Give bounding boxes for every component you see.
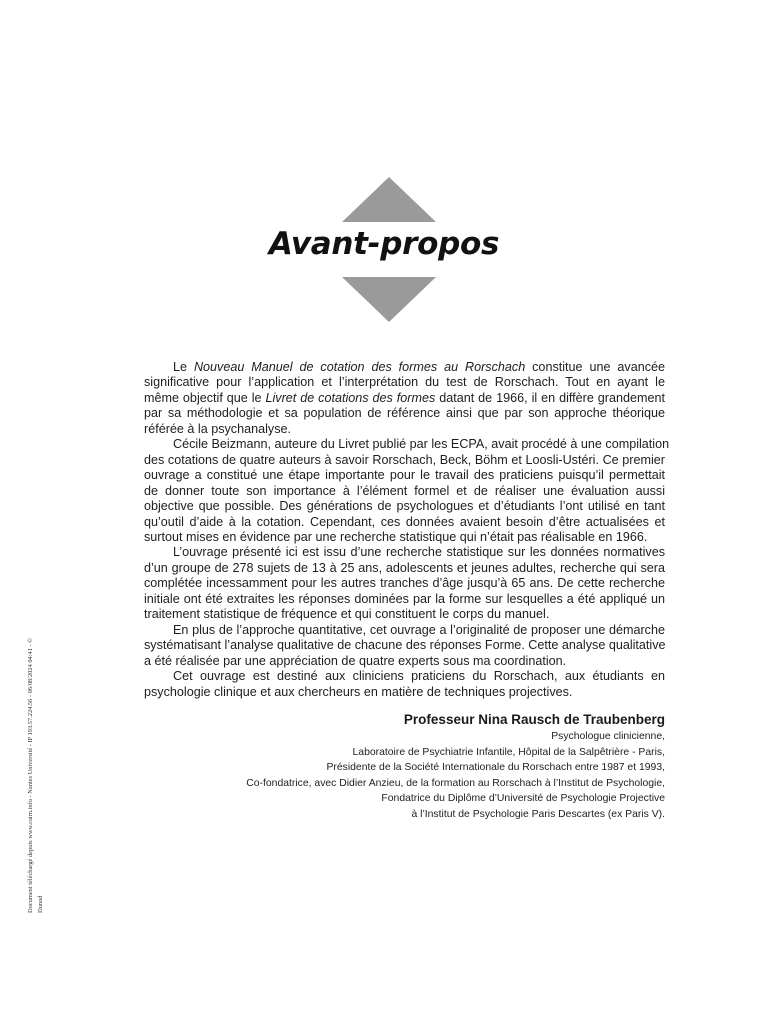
watermark-line-2: Dunod bbox=[37, 895, 44, 913]
author-title-line: Co-fondatrice, avec Didier Anzieu, de la formation au Rorschach à l’Institut de Psychologie, bbox=[246, 777, 665, 789]
paragraph bbox=[144, 360, 665, 437]
text-line: qu’outil d’aide à la cotation. Cependant, ces données avaient besoin d’être actualisées et bbox=[144, 514, 665, 529]
paragraph bbox=[144, 545, 665, 622]
download-watermark bbox=[26, 553, 46, 913]
author-title-line: Fondatrice du Diplôme d’Université de Psychologie Projective bbox=[381, 793, 665, 804]
text-line: complétée incessamment pour les autres tranches d’âge jusqu’à 65 ans. De cette recherche bbox=[144, 576, 665, 591]
text-line: référée à la psychanalyse. bbox=[144, 421, 292, 436]
author-title-line: Psychologue clinicienne, bbox=[551, 731, 665, 742]
text-line: des cotations de quatre auteurs à savoir Rorschach, Beck, Böhm et Loosli-Ustéri. Ce premier bbox=[144, 452, 665, 467]
signature-block bbox=[144, 711, 665, 822]
text-line: L’ouvrage présenté ici est issu d’une recherche statistique sur les données normatives bbox=[173, 545, 665, 560]
book-title: Livret de cotations des formes bbox=[265, 390, 436, 405]
text-line: Cet ouvrage est destiné aux cliniciens praticiens du Rorschach, aux étudiants en bbox=[173, 669, 665, 684]
text-line: significative pour l’application et l’interprétation du test de Rorschach. Tout en ayant le bbox=[144, 375, 665, 390]
text-line: Cécile Beizmann, auteure du Livret publié par les ECPA, avait procédé à une compilation bbox=[173, 437, 670, 452]
author-name: Professeur Nina Rausch de Traubenberg bbox=[403, 712, 665, 727]
text-line: de donner toute son importance à l’élément formel et de réaliser une évaluation aussi bbox=[144, 483, 665, 498]
text-line: a été réalisée par une appréciation de quatre experts sous ma coordination. bbox=[144, 653, 567, 668]
paragraph bbox=[144, 623, 665, 669]
text-line: même objectif que le Livret de cotations des formes datant de 1966, il en diffère grandement bbox=[144, 390, 665, 405]
book-title: Nouveau Manuel de cotation des formes au Rorschach bbox=[193, 360, 526, 374]
text-line: par sa méthodologie et sa population de référence ainsi que par son approche théorique bbox=[144, 406, 665, 421]
paragraph bbox=[144, 437, 670, 545]
author-title-line: Présidente de la Société Internationale du Rorschach entre 1987 et 1993, bbox=[326, 762, 665, 773]
text-line: ouvrage a constitué une étape importante pour le travail des praticiens puisqu’il permettait bbox=[144, 468, 665, 483]
text-line: En plus de l’approche quantitative, cet ouvrage a l’originalité de proposer une démarche bbox=[173, 622, 665, 637]
text-line: objective que possible. Des générations de psychologues et d’étudiants l’ont utilisé en tant bbox=[144, 499, 665, 514]
paragraph bbox=[144, 669, 665, 700]
decorative-triangle-down bbox=[342, 277, 436, 322]
text-line: initiale ont été extraites les réponses dominées par la forme sur lesquelles a été appliqué un bbox=[144, 591, 665, 606]
text-line: psychologie clinique et aux chercheurs en matière de techniques projectives. bbox=[144, 684, 573, 699]
foreword-body bbox=[144, 360, 670, 700]
text-line: d’un groupe de 278 sujets de 13 à 25 ans, adolescents et jeunes adultes, recherche qui sera bbox=[144, 560, 665, 575]
author-titles bbox=[144, 729, 665, 822]
author-title-line: Laboratoire de Psychiatrie Infantile, Hôpital de la Salpêtrière - Paris, bbox=[352, 746, 665, 758]
text-line: systématisant l’analyse qualitative de chacune des réponses Forme. Cette analyse qualitative bbox=[144, 638, 666, 653]
decorative-triangle-up bbox=[342, 177, 436, 222]
page-title: Avant-propos bbox=[268, 226, 500, 262]
text-line: traitement statistique de fréquence et qui constituent le corps du manuel. bbox=[144, 607, 550, 622]
text-line: surtout mises en évidence par une recherche statistique qui n’était pas réalisable en 1966. bbox=[144, 529, 648, 544]
text-line: Le Nouveau Manuel de cotation des formes au Rorschach constitue une avancée bbox=[173, 360, 666, 374]
author-title-line: à l’Institut de Psychologie Paris Descartes (ex Paris V). bbox=[411, 808, 665, 820]
watermark-line-1: Document téléchargé depuis www.cairn.info - Nantes Université - IP 193.57.224.56 - 06/08/2024 04:41 - © bbox=[27, 637, 34, 913]
